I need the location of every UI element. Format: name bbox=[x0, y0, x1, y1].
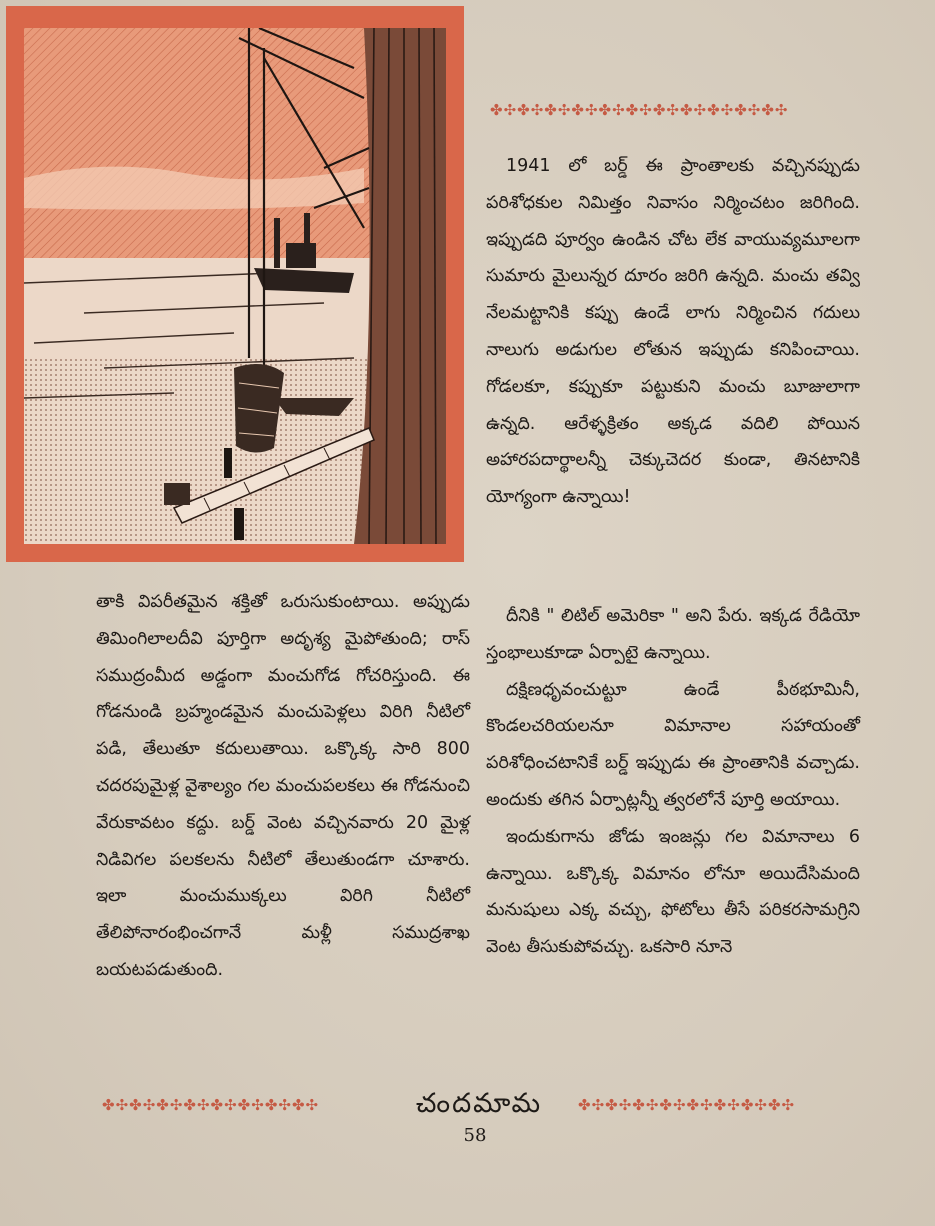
right-column-bottom bbox=[486, 598, 860, 966]
top-ornament-border: ✤✣✤✣✤✣✤✣✤✣✤✣✤✣✤✣✤✣✤✣✤✣ bbox=[490, 101, 789, 119]
paragraph-ice-wall: తాకి విపరీతమైన శక్తితో ఒరుసుకుంటాయి. అప్పుడు తిమింగిలాలదీవి పూర్తిగా అదృశ్య మైపోతుంది; రాస్ సముద్రంమీద అడ్డంగా మంచుగోడ గోచరిస్తుంది. ఈ గోడనుండి బ్రహ్మండమైన మంచుపెళ్లలు విరిగి నీటిలో పడి, తేలుతూ కదులుతాయి. ఒక్కొక్క సారి 800 చదరపుమైళ్ల వైశాల్యం గల మంచుపలకలు ఈ గోడనుంచి వేరుకావటం కద్దు. బర్డ్ వెంట వచ్చినవారు 20 మైళ్ల నిడివిగల పలకలను నీటిలో తేలుతుండగా చూశారు. ఇలా మంచుముక్కలు విరిగి నీటిలో తేలిపోనారంభించగానే మళ్లీ సముద్రశాఖ బయటపడుతుంది. bbox=[96, 592, 470, 980]
left-column bbox=[96, 584, 470, 989]
right-column-top bbox=[486, 148, 860, 516]
page-number: 58 bbox=[463, 1125, 487, 1146]
paragraph-little-america: దీనికి " లిటిల్ అమెరికా " అని పేరు. ఇక్కడ రేడియో స్తంభాలుకూడా ఏర్పాటై ఉన్నాయి. bbox=[486, 606, 860, 663]
illustration-frame bbox=[6, 6, 464, 562]
footer-ornament-left: ✤✣✤✣✤✣✤✣✤✣✤✣✤✣✤✣ bbox=[102, 1096, 320, 1114]
paragraph-1941-station: 1941 లో బర్డ్ ఈ ప్రాంతాలకు వచ్చినప్పుడు పరిశోధకుల నిమిత్తం నివాసం నిర్మించటం జరిగింది. ఇప్పుడది పూర్వం ఉండిన చోట లేక వాయువ్యమూలగా సుమారు మైలున్నర దూరం జరిగి ఉన్నది. మంచు తవ్వి నేలమట్టానికి కప్పు ఉండే లాగు నిర్మించిన గదులు నాలుగు అడుగుల లోతున ఇప్పుడు కనిపించాయి. గోడలకూ, కప్పుకూ పట్టుకుని మంచు బూజులాగా ఉన్నది. ఆరేళ్ళక్రితం అక్కడ వదిలి పోయిన అహారపదార్థాలన్నీ చెక్కుచెదర కుండా, తినటానికి యోగ్యంగా ఉన్నాయి! bbox=[486, 156, 860, 508]
paragraph-airplanes: ఇందుకుగాను జోడు ఇంజన్లు గల విమానాలు 6 ఉన్నాయి. ఒక్కొక్క విమానం లోనూ అయిదేసిమంది మనుషులు ఎక్క వచ్చు, ఫోటోలు తీసే పరికరసామగ్రిని వెంట తీసుకుపోవచ్చు. ఒకసారి నూనె bbox=[486, 826, 860, 958]
ship-unloading-illustration bbox=[24, 28, 446, 544]
paragraph-plateau-survey: దక్షిణధృవంచుట్టూ ఉండే పీఠభూమినీ, కొండలచరియలనూ విమానాల సహాయంతో పరిశోధించటానికే బర్డ్ ఇప్పుడు ఈ ప్రాంతానికి వచ్చాడు. అందుకు తగిన ఏర్పాట్లన్నీ త్వరలోనే పూర్తి అయాయి. bbox=[486, 679, 860, 810]
footer-ornament-right: ✤✣✤✣✤✣✤✣✤✣✤✣✤✣✤✣ bbox=[578, 1096, 796, 1114]
magazine-title: చందమామ bbox=[415, 1088, 543, 1119]
